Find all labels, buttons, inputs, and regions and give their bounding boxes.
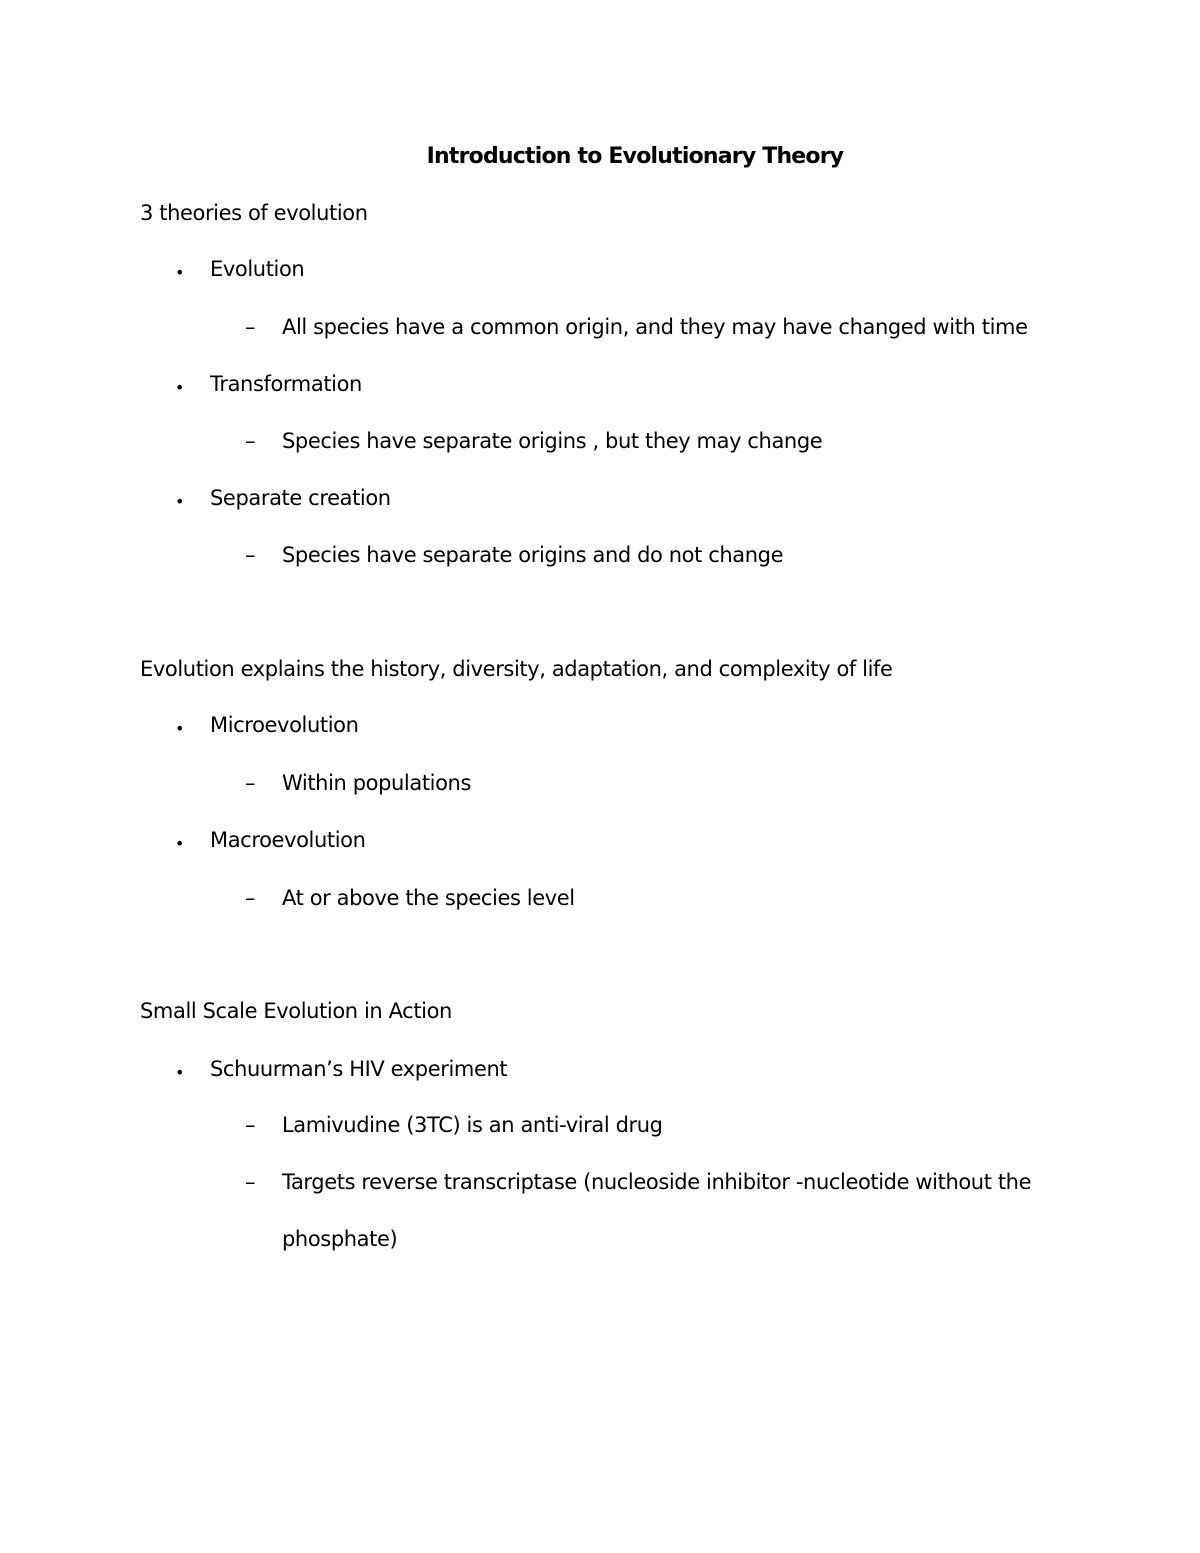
dash-icon: – bbox=[245, 1113, 256, 1137]
sub-list-item: Targets reverse transcriptase (nucleoside inhibitor -nucleotide without the bbox=[282, 1170, 1032, 1194]
sub-list-item: Species have separate origins , but they may change bbox=[282, 429, 823, 453]
sub-list-item-continuation: phosphate) bbox=[282, 1227, 398, 1251]
list-item: Separate creation bbox=[210, 486, 391, 510]
bullet-icon: • bbox=[175, 719, 185, 738]
sub-list-item: Within populations bbox=[282, 771, 471, 795]
section-heading: 3 theories of evolution bbox=[140, 201, 368, 225]
bullet-icon: • bbox=[175, 263, 185, 282]
list-item: Macroevolution bbox=[210, 828, 366, 852]
dash-icon: – bbox=[245, 886, 256, 910]
bullet-icon: • bbox=[175, 1063, 185, 1082]
section-heading: Small Scale Evolution in Action bbox=[140, 999, 452, 1023]
dash-icon: – bbox=[245, 543, 256, 567]
dash-icon: – bbox=[245, 429, 256, 453]
sub-list-item: At or above the species level bbox=[282, 886, 575, 910]
list-item: Evolution bbox=[210, 257, 305, 281]
section-heading: Evolution explains the history, diversity, adaptation, and complexity of life bbox=[140, 657, 893, 681]
sub-list-item: Species have separate origins and do not change bbox=[282, 543, 784, 567]
bullet-icon: • bbox=[175, 492, 185, 511]
dash-icon: – bbox=[245, 771, 256, 795]
sub-list-item: Lamivudine (3TC) is an anti-viral drug bbox=[282, 1113, 663, 1137]
dash-icon: – bbox=[245, 315, 256, 339]
list-item: Transformation bbox=[210, 372, 362, 396]
dash-icon: – bbox=[245, 1170, 256, 1194]
bullet-icon: • bbox=[175, 834, 185, 853]
bullet-icon: • bbox=[175, 378, 185, 397]
document-title: Introduction to Evolutionary Theory bbox=[426, 144, 844, 169]
list-item: Schuurman’s HIV experiment bbox=[210, 1057, 508, 1081]
sub-list-item: All species have a common origin, and they may have changed with time bbox=[282, 315, 1028, 339]
list-item: Microevolution bbox=[210, 713, 359, 737]
